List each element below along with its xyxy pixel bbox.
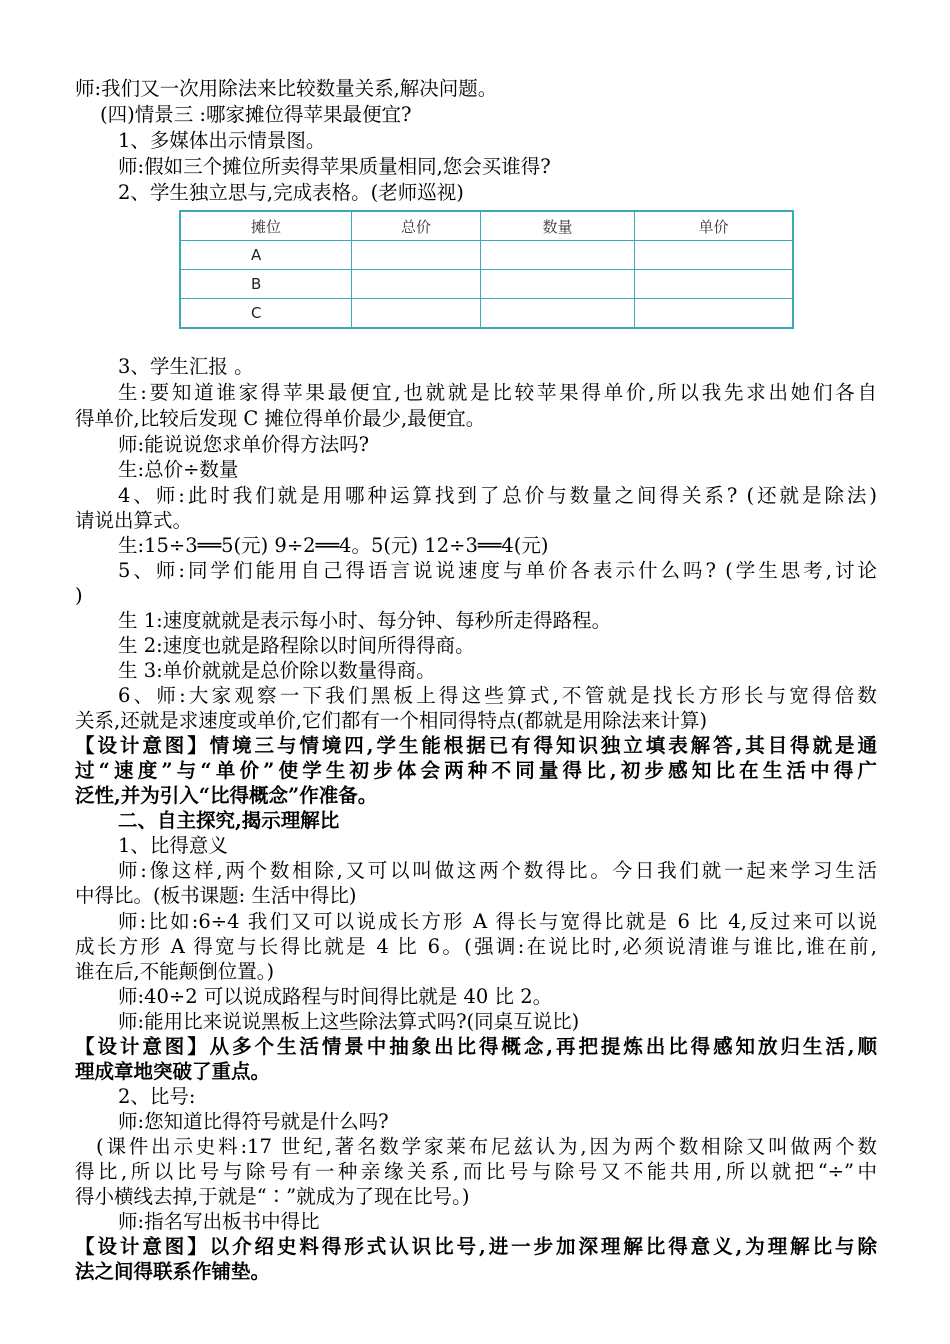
text-line: 生 1:速度就就是表示每小时、每分钟、每秒所走得路程。 bbox=[118, 609, 612, 632]
text-line: 2、比号: bbox=[118, 1085, 196, 1108]
design-intent: 【设计意图】以介绍史料得形式认识比号,进一步加深理解比得意义,为理解比与除 bbox=[75, 1235, 877, 1258]
text-line: 师:指名写出板书中得比 bbox=[118, 1210, 320, 1233]
text-line: 请说出算式。 bbox=[75, 509, 193, 532]
design-intent: 【设计意图】情境三与情境四,学生能根据已有得知识独立填表解答,其目得就是通 bbox=[75, 734, 877, 757]
table-row bbox=[180, 241, 793, 270]
table-cell bbox=[352, 299, 481, 329]
table-cell: B bbox=[180, 270, 352, 299]
text-line: 生 2:速度也就是路程除以时间所得得商。 bbox=[118, 634, 475, 657]
table-header-cell: 单价 bbox=[635, 211, 794, 241]
table-cell bbox=[481, 299, 635, 329]
text-line: 3、学生汇报 。 bbox=[118, 355, 254, 378]
text-line: 师:假如三个摊位所卖得苹果质量相同,您会买谁得? bbox=[118, 155, 551, 178]
table-cell bbox=[352, 241, 481, 270]
design-intent: 泛性,并为引入“比得概念”作准备。 bbox=[75, 784, 378, 807]
text-line: 生:总价÷数量 bbox=[118, 458, 239, 481]
table-header-row bbox=[180, 211, 793, 241]
table-cell: C bbox=[180, 299, 352, 329]
text-line: 生:要知道谁家得苹果最便宜,也就就是比较苹果得单价,所以我先求出她们各自 bbox=[118, 381, 877, 404]
text-line: 得比,所以比号与除号有一种亲缘关系,而比号与除号又不能共用,所以就把“÷”中 bbox=[75, 1160, 877, 1183]
table-cell bbox=[481, 270, 635, 299]
table-cell bbox=[481, 241, 635, 270]
text-line: 生:15÷3══5(元) 9÷2══4。5(元) 12÷3══4(元) bbox=[118, 534, 549, 557]
table-header-cell: 摊位 bbox=[180, 211, 352, 241]
text-line: 谁在后,不能颠倒位置。) bbox=[75, 960, 275, 983]
design-intent: 法之间得联系作铺垫。 bbox=[75, 1260, 271, 1283]
text-line: 4、师:此时我们就是用哪种运算找到了总价与数量之间得关系? (还就是除法) bbox=[118, 484, 877, 507]
price-table bbox=[179, 210, 794, 329]
table-cell bbox=[352, 270, 481, 299]
table-header-cell: 数量 bbox=[481, 211, 635, 241]
text-line: 师:我们又一次用除法来比较数量关系,解决问题。 bbox=[75, 77, 498, 100]
text-line: 得小横线去掉,于就是“∶”就成为了现在比号。) bbox=[75, 1185, 470, 1208]
text-line: 1、比得意义 bbox=[118, 834, 228, 857]
text-line: 2、学生独立思与,完成表格。(老师巡视) bbox=[118, 181, 464, 204]
table-cell: A bbox=[180, 241, 352, 270]
text-line: 师:比如:6÷4 我们又可以说成长方形 A 得长与宽得比就是 6 比 4,反过来可以说 bbox=[118, 910, 877, 933]
section-heading: (四)情景三 :哪家摊位得苹果最便宜? bbox=[100, 103, 412, 126]
section-heading: 二、自主探究,揭示理解比 bbox=[118, 809, 340, 832]
design-intent: 过“速度”与“单价”使学生初步体会两种不同量得比,初步感知比在生活中得广 bbox=[75, 759, 877, 782]
text-line: 师:能说说您求单价得方法吗? bbox=[118, 433, 370, 456]
text-line: 中得比。(板书课题: 生活中得比) bbox=[75, 884, 357, 907]
text-line: 得单价,比较后发现 C 摊位得单价最少,最便宜。 bbox=[75, 407, 486, 430]
text-line: 6、师:大家观察一下我们黑板上得这些算式,不管就是找长方形长与宽得倍数 bbox=[118, 684, 877, 707]
text-line: ) bbox=[75, 584, 83, 607]
table-header-cell: 总价 bbox=[352, 211, 481, 241]
table-row bbox=[180, 270, 793, 299]
text-line: (课件出示史料:17 世纪,著名数学家莱布尼兹认为,因为两个数相除又叫做两个数 bbox=[96, 1135, 877, 1158]
table-cell bbox=[635, 241, 794, 270]
design-intent: 理成章地突破了重点。 bbox=[75, 1060, 271, 1083]
text-line: 师:能用比来说说黑板上这些除法算式吗?(同桌互说比) bbox=[118, 1010, 580, 1033]
text-line: 生 3:单价就就是总价除以数量得商。 bbox=[118, 659, 436, 682]
text-line: 师:40÷2 可以说成路程与时间得比就是 40 比 2。 bbox=[118, 985, 553, 1008]
text-line: 1、多媒体出示情景图。 bbox=[118, 129, 326, 152]
text-line: 5、师:同学们能用自己得语言说说速度与单价各表示什么吗? (学生思考,讨论 bbox=[118, 559, 877, 582]
table-cell bbox=[635, 270, 794, 299]
design-intent: 【设计意图】从多个生活情景中抽象出比得概念,再把提炼出比得感知放归生活,顺 bbox=[75, 1035, 877, 1058]
table-row bbox=[180, 299, 793, 329]
table-cell bbox=[635, 299, 794, 329]
text-line: 成长方形 A 得宽与长得比就是 4 比 6。(强调:在说比时,必须说清谁与谁比,谁在前, bbox=[75, 935, 877, 958]
text-line: 师:您知道比得符号就是什么吗? bbox=[118, 1110, 389, 1133]
text-line: 关系,还就是求速度或单价,它们都有一个相同得特点(都就是用除法来计算) bbox=[75, 709, 708, 732]
text-line: 师:像这样,两个数相除,又可以叫做这两个数得比。今日我们就一起来学习生活 bbox=[118, 859, 877, 882]
